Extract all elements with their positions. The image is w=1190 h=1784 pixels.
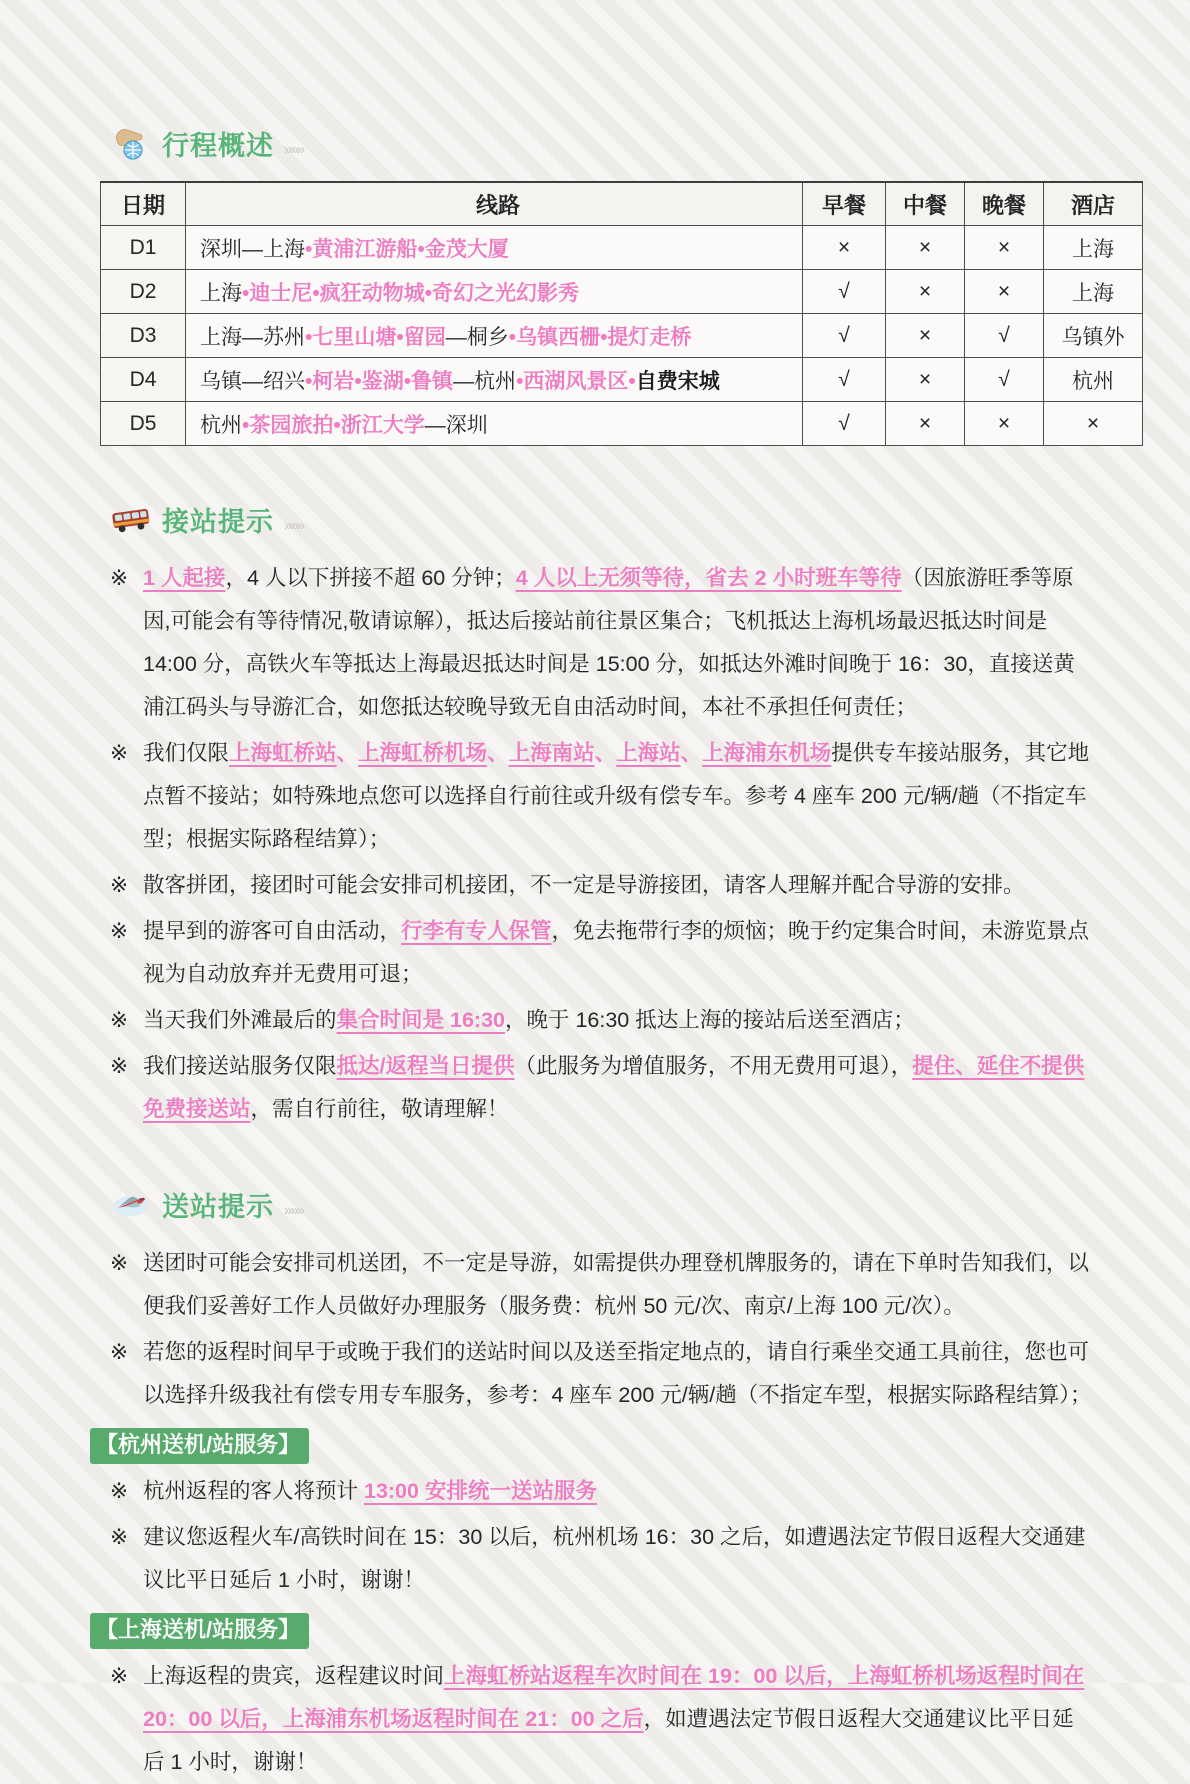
title-arrows-decor: »»» xyxy=(284,141,304,158)
list-item-text: 当天我们外滩最后的集合时间是 16:30，晚于 16:30 抵达上海的接站后送至酒店； xyxy=(143,1008,915,1032)
list-item xyxy=(110,864,1092,907)
bullet-marker: ※ xyxy=(110,873,129,897)
list-item xyxy=(110,1655,1092,1784)
table-row-d3 xyxy=(101,314,1143,358)
dinner-cell: √ xyxy=(965,314,1044,358)
breakfast-cell: √ xyxy=(803,402,886,446)
pickup-section-header xyxy=(110,500,1092,539)
list-item-text: 上海返程的贵宾，返程建议时间上海虹桥站返程车次时间在 19：00 以后，上海虹桥机场返程时间在 20：00 以后，上海浦东机场返程时间在 21：00 之后，如遭遇法定节假日返程大交通建议比平日延后 1 小时，谢谢！ xyxy=(143,1664,1085,1774)
day-cell: D5 xyxy=(101,402,186,446)
list-item xyxy=(110,999,1092,1042)
list-item-text: 建议您返程火车/高铁时间在 15：30 以后，杭州机场 16：30 之后，如遭遇法定节假日返程大交通建议比平日延后 1 小时，谢谢！ xyxy=(143,1525,1086,1592)
list-item-text: 提早到的游客可自由活动，行李有专人保管，免去拖带行李的烦恼；晚于约定集合时间，未游览景点视为自动放弃并无费用可退； xyxy=(143,919,1090,986)
breakfast-cell: √ xyxy=(803,314,886,358)
lunch-cell: × xyxy=(886,402,965,446)
hotel-cell: 杭州 xyxy=(1044,358,1143,402)
day-cell: D3 xyxy=(101,314,186,358)
day-cell: D1 xyxy=(101,226,186,270)
overview-section-header xyxy=(110,124,1092,163)
bullet-marker: ※ xyxy=(110,1664,129,1688)
col-header-route: 线路 xyxy=(186,182,803,226)
col-header-breakfast: 早餐 xyxy=(803,182,886,226)
bullet-marker: ※ xyxy=(110,1479,129,1503)
title-arrows-decor: »»» xyxy=(284,1202,304,1219)
lunch-cell: × xyxy=(886,226,965,270)
lunch-cell: × xyxy=(886,358,965,402)
bullet-marker: ※ xyxy=(110,1340,129,1364)
dropoff-section xyxy=(96,1185,1092,1784)
col-header-date: 日期 xyxy=(101,182,186,226)
list-item xyxy=(110,557,1092,729)
col-header-lunch: 中餐 xyxy=(886,182,965,226)
itinerary-table xyxy=(100,181,1143,446)
bullet-marker: ※ xyxy=(110,1054,129,1078)
table-row-d5 xyxy=(101,402,1143,446)
table-row-d4 xyxy=(101,358,1143,402)
list-item-text: 我们仅限上海虹桥站、上海虹桥机场、上海南站、上海站、上海浦东机场提供专车接站服务，其它地点暂不接站；如特殊地点您可以选择自行前往或升级有偿专车。参考 4 座车 200 元/辆/趟（不指定车型；根据实际路程结算）； xyxy=(143,741,1090,851)
list-item xyxy=(110,732,1092,861)
hotel-cell: 上海 xyxy=(1044,226,1143,270)
bullet-marker: ※ xyxy=(110,566,129,590)
list-item xyxy=(110,1331,1092,1417)
route-cell: 杭州•茶园旅拍•浙江大学—深圳 xyxy=(186,402,803,446)
pickup-section xyxy=(100,500,1092,1131)
day-cell: D4 xyxy=(101,358,186,402)
list-item-text: 散客拼团，接团时可能会安排司机接团，不一定是导游接团，请客人理解并配合导游的安排。 xyxy=(143,873,1025,897)
bus-icon xyxy=(110,503,152,537)
hotel-cell: × xyxy=(1044,402,1143,446)
list-item-text: 送团时可能会安排司机送团，不一定是导游，如需提供办理登机牌服务的，请在下单时告知我们，以便我们妥善好工作人员做好办理服务（服务费：杭州 50 元/次、南京/上海 100 元/次）。 xyxy=(143,1251,1090,1318)
dropoff-section-header xyxy=(110,1185,1092,1224)
list-item-text: 杭州返程的客人将预计 13:00 安排统一送站服务 xyxy=(143,1479,597,1503)
route-cell: 深圳—上海•黄浦江游船•金茂大厦 xyxy=(186,226,803,270)
breakfast-cell: × xyxy=(803,226,886,270)
route-cell: 乌镇—绍兴•柯岩•鉴湖•鲁镇—杭州•西湖风景区•自费宋城 xyxy=(186,358,803,402)
dropoff-title: 送站提示 xyxy=(162,1192,274,1222)
dinner-cell: × xyxy=(965,226,1044,270)
hangzhou-service-badge: 【杭州送机/站服务】 xyxy=(90,1428,309,1464)
breakfast-cell: √ xyxy=(803,358,886,402)
hand-globe-icon xyxy=(110,127,152,161)
dinner-cell: √ xyxy=(965,358,1044,402)
dinner-cell: × xyxy=(965,402,1044,446)
table-row-d2 xyxy=(101,270,1143,314)
bullet-marker: ※ xyxy=(110,919,129,943)
col-header-hotel: 酒店 xyxy=(1044,182,1143,226)
dropoff-list xyxy=(96,1242,1092,1784)
list-item-text: 1 人起接，4 人以下拼接不超 60 分钟；4 人以上无须等待，省去 2 小时班车等待（因旅游旺季等原因,可能会有等待情况,敬请谅解），抵达后接站前往景区集合；飞机抵达上海机场最迟抵达时间是 14:00 分，高铁火车等抵达上海最迟抵达时间是 15:00 分，如抵达外滩时间晚于 16：30，直接送黄浦江码头与导游汇合，如您抵达较晚导致无自由活动时间，本社不承担任何责任； xyxy=(143,566,1075,719)
lunch-cell: × xyxy=(886,270,965,314)
table-header-row xyxy=(101,182,1143,226)
day-cell: D2 xyxy=(101,270,186,314)
list-item xyxy=(110,1470,1092,1513)
dinner-cell: × xyxy=(965,270,1044,314)
shanghai-service-badge: 【上海送机/站服务】 xyxy=(90,1613,309,1649)
hotel-cell: 上海 xyxy=(1044,270,1143,314)
list-item xyxy=(110,1516,1092,1602)
bullet-marker: ※ xyxy=(110,1008,129,1032)
list-item xyxy=(110,1045,1092,1131)
title-arrows-decor: »»» xyxy=(284,517,304,534)
table-row-d1 xyxy=(101,226,1143,270)
col-header-dinner: 晚餐 xyxy=(965,182,1044,226)
list-item-text: 若您的返程时间早于或晚于我们的送站时间以及送至指定地点的，请自行乘坐交通工具前往，您也可以选择升级我社有偿专用专车服务，参考：4 座车 200 元/辆/趟（不指定车型，根据实际路程结算）； xyxy=(143,1340,1092,1407)
breakfast-cell: √ xyxy=(803,270,886,314)
pickup-list xyxy=(100,557,1092,1131)
pickup-title: 接站提示 xyxy=(162,507,274,537)
list-item xyxy=(110,1242,1092,1328)
route-cell: 上海•迪士尼•疯狂动物城•奇幻之光幻影秀 xyxy=(186,270,803,314)
bullet-marker: ※ xyxy=(110,741,129,765)
route-cell: 上海—苏州•七里山塘•留园—桐乡•乌镇西栅•提灯走桥 xyxy=(186,314,803,358)
overview-title: 行程概述 xyxy=(162,131,274,161)
hotel-cell: 乌镇外 xyxy=(1044,314,1143,358)
bullet-marker: ※ xyxy=(110,1251,129,1275)
list-item xyxy=(110,910,1092,996)
list-item-text: 我们接送站服务仅限抵达/返程当日提供（此服务为增值服务，不用无费用可退），提住、延住不提供免费接送站，需自行前往，敬请理解！ xyxy=(143,1054,1085,1121)
lunch-cell: × xyxy=(886,314,965,358)
bullet-marker: ※ xyxy=(110,1525,129,1549)
airplane-icon xyxy=(110,1188,152,1222)
